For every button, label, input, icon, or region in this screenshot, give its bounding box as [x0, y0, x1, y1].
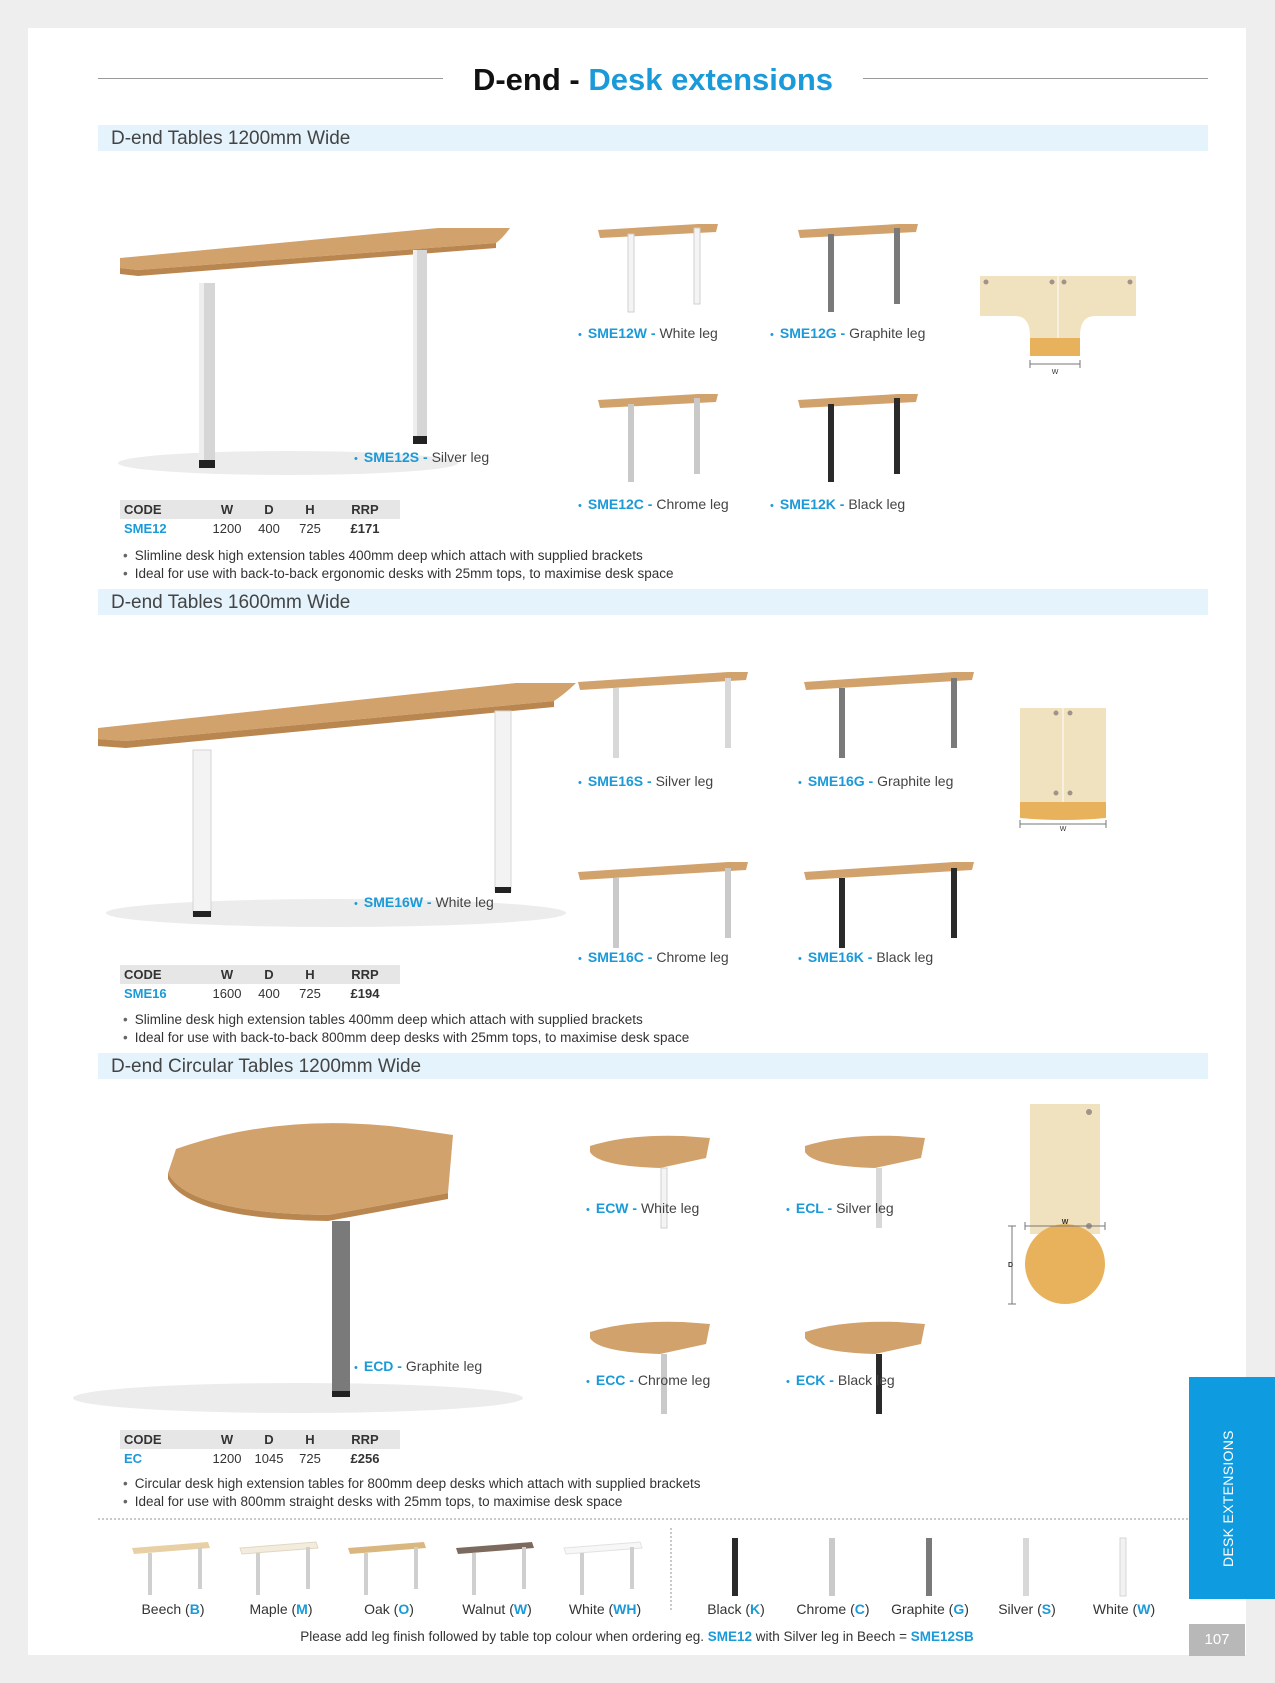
finishes-divider: [98, 1518, 1208, 1520]
leg: [1120, 1538, 1126, 1596]
ecl-label: • ECL - Silver leg: [786, 1200, 894, 1216]
sme16g-label: • SME16G - Graphite leg: [798, 773, 954, 789]
sme16k-label: • SME16K - Black leg: [798, 949, 934, 965]
sme12c-label: • SME12C - Chrome leg: [578, 496, 729, 512]
sme16w-product-image: [96, 653, 576, 973]
svg-text:W: W: [1059, 826, 1067, 833]
svg-text:W: W: [1051, 369, 1059, 376]
ordering-note: Please add leg finish followed by table top colour when ordering eg. SME12 with Silver leg in Beech = SME12SB: [300, 1629, 974, 1644]
beech-label: Beech (B): [141, 1601, 205, 1617]
sme12c-image: [598, 386, 738, 486]
sme16-notes: • Slimline desk high extension tables 400mm deep which attach with supplied brackets • Ideal for use with back-to-back 800mm deep desks with 25mm tops, to maximise desk space: [123, 1011, 689, 1047]
beech-top-swatch: [130, 1536, 220, 1598]
chrome-label: Chrome (C): [796, 1601, 870, 1617]
catalog-page: [28, 28, 1246, 1655]
sme16-spec-table: CODE W D H RRP SME16 1600 400 725 £194: [120, 965, 400, 1003]
finishes-vertical-divider: [670, 1528, 672, 1610]
section-header-1200: D-end Tables 1200mm Wide: [98, 125, 1208, 151]
sme16s-image: [578, 666, 758, 766]
maple-top-swatch: [238, 1536, 328, 1598]
silver-leg-swatch: [1017, 1538, 1037, 1598]
walnut-top-swatch: [454, 1536, 544, 1598]
sme16k-image: [804, 856, 984, 956]
ecc-label: • ECC - Chrome leg: [586, 1372, 711, 1388]
ec-spec-table: CODE W D H RRP EC 1200 1045 725 £256: [120, 1430, 400, 1468]
sme12-spec-table: CODE W D H RRP SME12 1200 400 725 £171: [120, 500, 400, 538]
walnut-label: Walnut (W): [462, 1601, 532, 1617]
ecw-label: • ECW - White leg: [586, 1200, 700, 1216]
leg: [926, 1538, 932, 1596]
ec-plan-diagram: [1008, 1104, 1118, 1334]
ecl-image: [803, 1128, 953, 1238]
svg-text:D: D: [1008, 1262, 1014, 1269]
eck-label: • ECK - Black leg: [786, 1372, 895, 1388]
sme16c-label: • SME16C - Chrome leg: [578, 949, 729, 965]
sme12-plan-diagram: [980, 276, 1140, 396]
sme12g-image: [798, 216, 938, 316]
white-top-swatch: [562, 1536, 652, 1598]
graphite-label: Graphite (G): [891, 1601, 969, 1617]
sme12w-image: [598, 216, 738, 316]
leg: [732, 1538, 738, 1596]
sme16c-image: [578, 856, 758, 956]
ecd-label: • ECD - Graphite leg: [354, 1358, 483, 1374]
page-header: [98, 58, 1208, 98]
sme16w-label: • SME16W - White leg: [354, 894, 494, 910]
sme12k-image: [798, 386, 938, 486]
ec-notes: • Circular desk high extension tables for 800mm deep desks which attach with supplied brackets • Ideal for use with 800mm straight desks with 25mm tops, to maximise desk space: [123, 1475, 701, 1511]
sme12-notes: • Slimline desk high extension tables 400mm deep which attach with supplied brackets • Ideal for use with back-to-back ergonomic desks with 25mm tops, to maximise desk space: [123, 547, 673, 583]
svg-text:W: W: [1061, 1219, 1069, 1226]
oak-label: Oak (O): [364, 1601, 414, 1617]
sme12w-label: • SME12W - White leg: [578, 325, 718, 341]
ecw-image: [588, 1128, 738, 1238]
black-label: Black (K): [707, 1601, 765, 1617]
maple-label: Maple (M): [249, 1601, 313, 1617]
silver-label: Silver (S): [998, 1601, 1056, 1617]
graphite-leg-swatch: [920, 1538, 940, 1598]
white-leg-swatch: [1114, 1538, 1134, 1598]
sme12k-label: • SME12K - Black leg: [770, 496, 906, 512]
sme12g-label: • SME12G - Graphite leg: [770, 325, 926, 341]
ecc-image: [588, 1314, 738, 1424]
leg: [1023, 1538, 1029, 1596]
section-header-1600: D-end Tables 1600mm Wide: [98, 589, 1208, 615]
sme16s-label: • SME16S - Silver leg: [578, 773, 714, 789]
white-leg-label: White (W): [1092, 1601, 1156, 1617]
oak-top-swatch: [346, 1536, 436, 1598]
sme12s-label: • SME12S - Silver leg: [354, 449, 490, 465]
eck-image: [803, 1314, 953, 1424]
sme16g-image: [804, 666, 984, 766]
page-number: 107: [1189, 1624, 1245, 1656]
chrome-leg-swatch: [823, 1538, 843, 1598]
sme16-plan-diagram: [1016, 708, 1116, 833]
page-title: D-end - Desk extensions: [472, 62, 834, 97]
desk-extensions-side-tab[interactable]: DESK EXTENSIONS: [1189, 1377, 1275, 1599]
white-top-label: White (WH): [568, 1601, 642, 1617]
black-leg-swatch: [726, 1538, 746, 1598]
section-header-circular: D-end Circular Tables 1200mm Wide: [98, 1053, 1208, 1079]
leg: [829, 1538, 835, 1596]
